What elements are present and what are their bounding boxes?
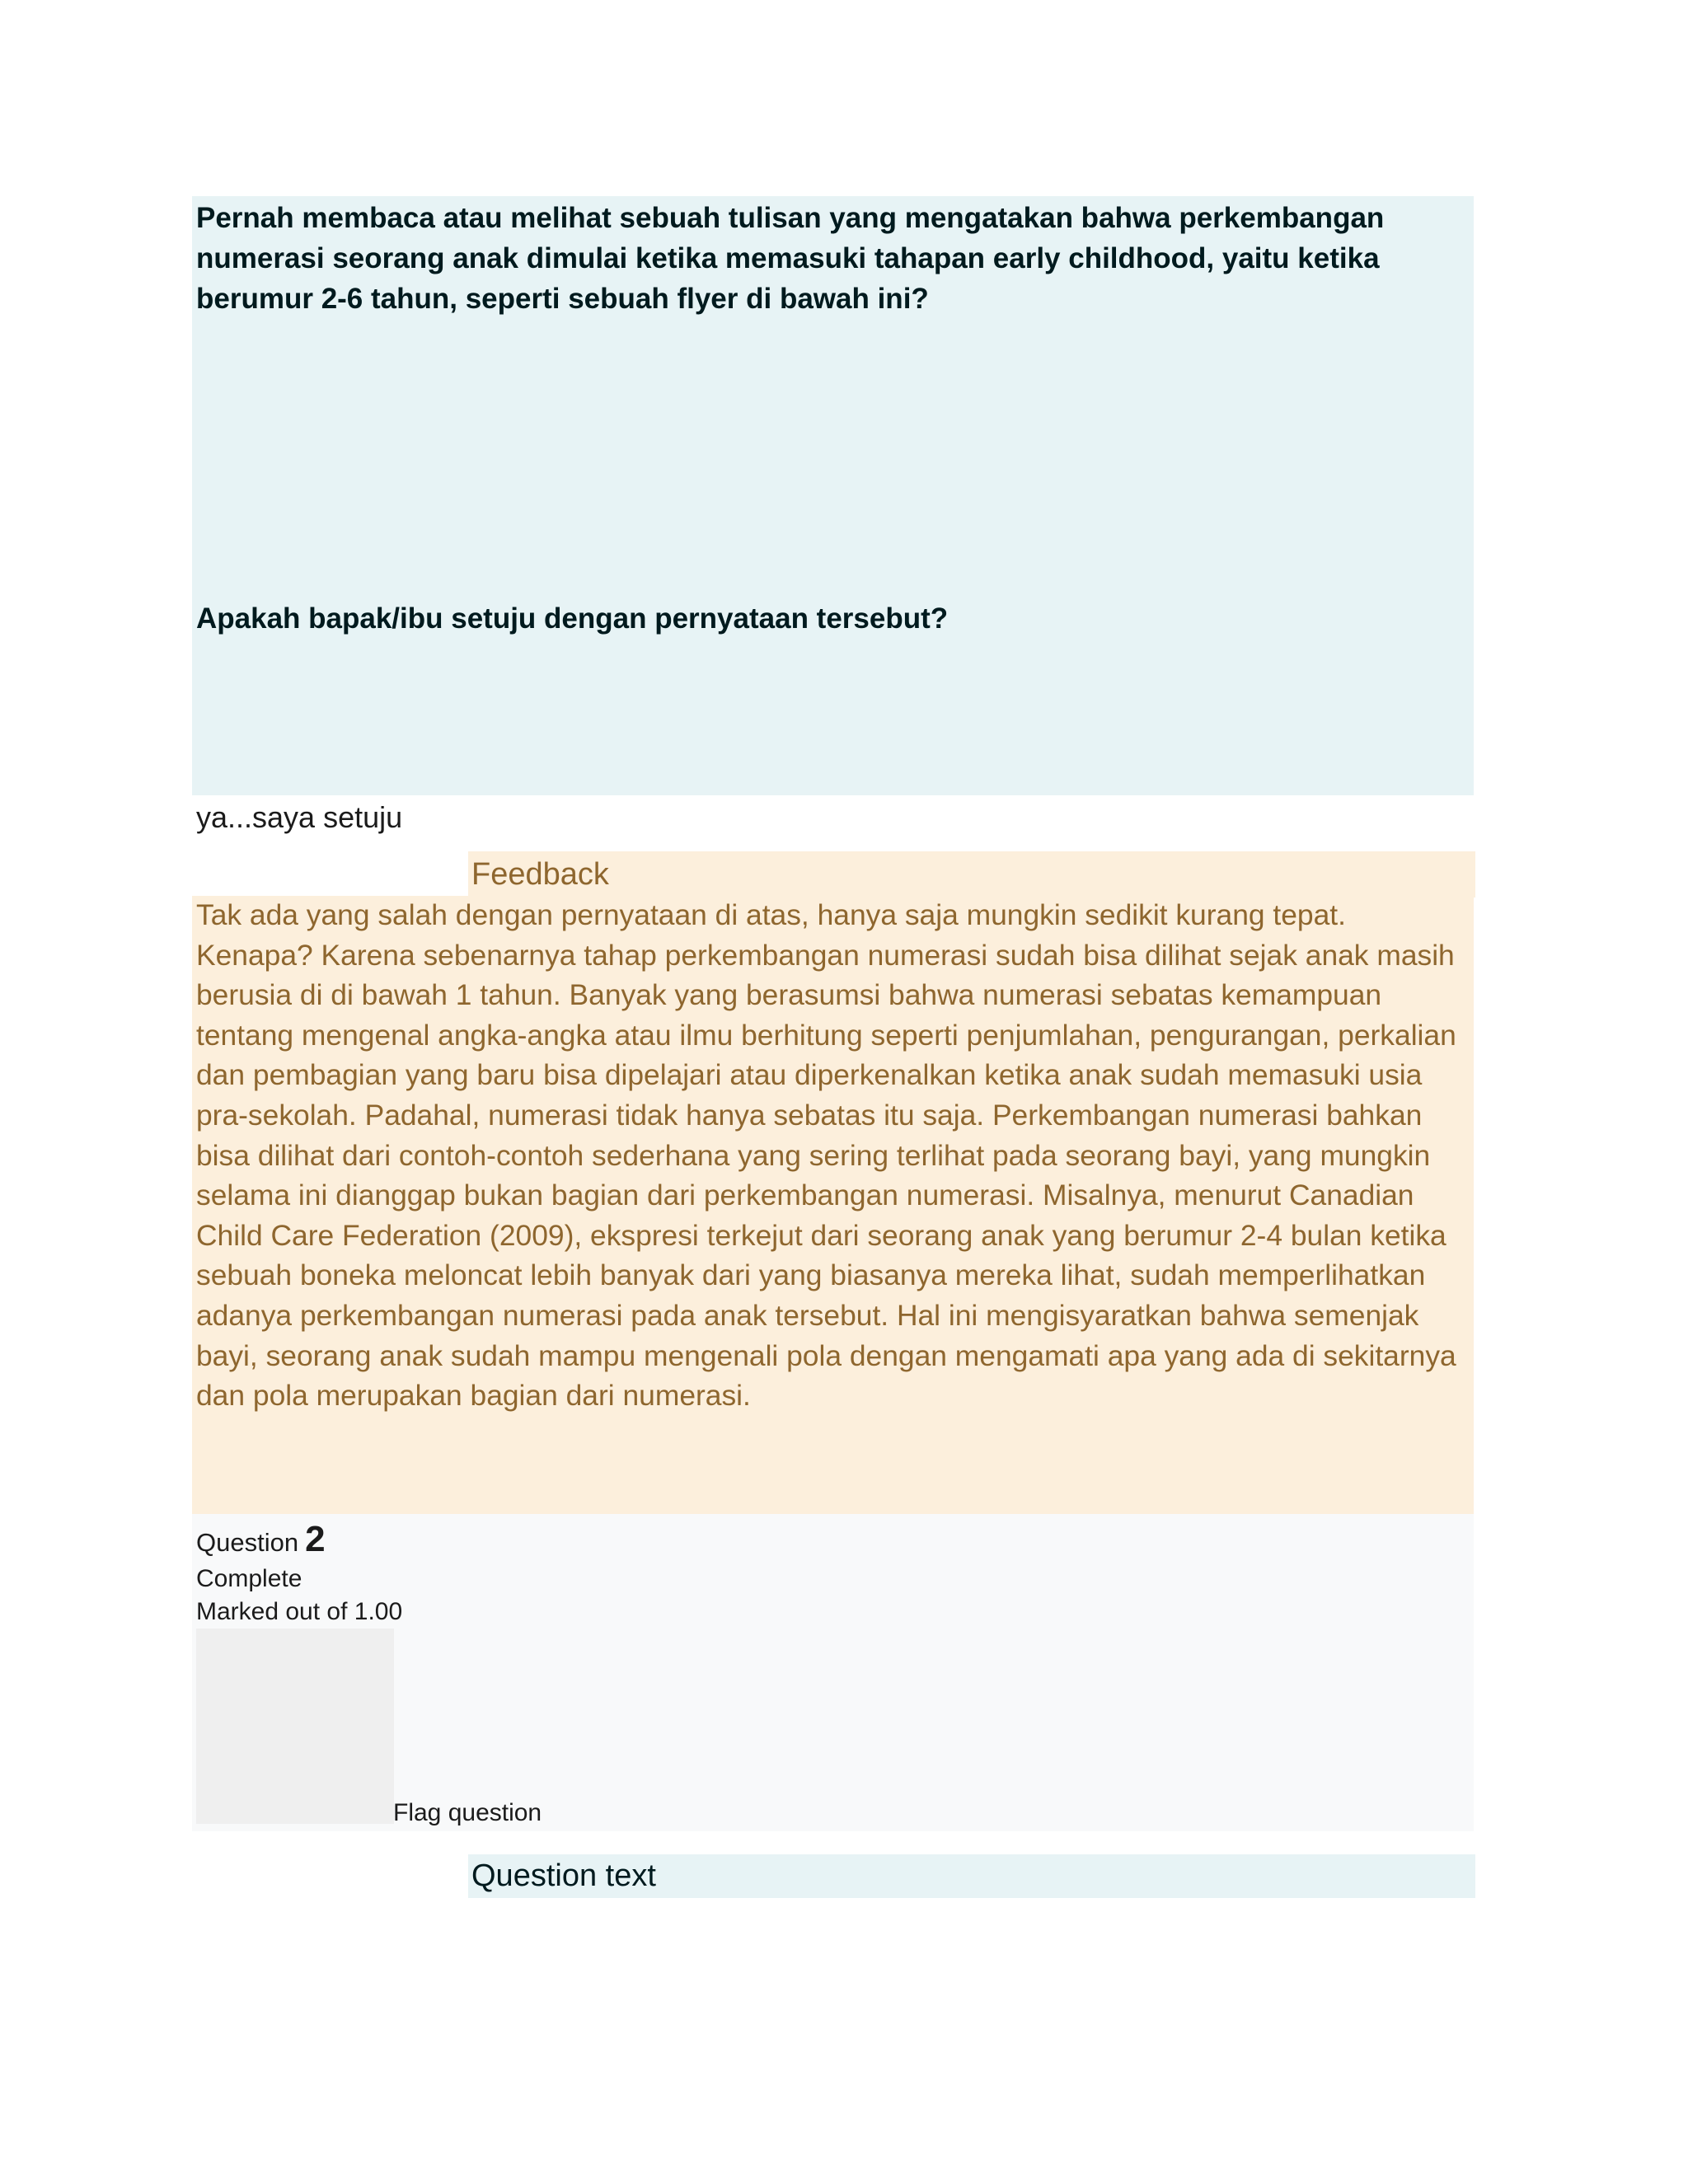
- question-text-heading: Question text: [471, 1858, 656, 1893]
- answer-text: ya...saya setuju: [196, 800, 403, 834]
- question-label: Question: [196, 1528, 299, 1557]
- question-grade: Marked out of 1.00: [196, 1598, 403, 1625]
- question-state: Complete: [196, 1565, 302, 1592]
- question-text-prompt: Apakah bapak/ibu setuju dengan pernyataan tersebut?: [196, 602, 949, 635]
- question-number-value: 2: [305, 1519, 326, 1559]
- flag-icon[interactable]: [196, 1629, 394, 1824]
- question-number: [196, 1516, 326, 1566]
- feedback-text: Tak ada yang salah dengan pernyataan di atas, hanya saja mungkin sedikit kurang tepat. Kenapa? Karena sebenarnya tahap perkembangan numerasi sudah bisa dilihat sejak anak masih berusia di di bawah 1 tahun. Banyak yang berasumsi bahwa numerasi sebatas kemampuan tentang mengenal angka-angka atau ilmu berhitung seperti penjumlahan, pengurangan, perkalian dan pembagian yang baru bisa dipelajari atau diperkenalkan ketika anak sudah memasuki usia pra-sekolah. Padahal, numerasi tidak hanya sebatas itu saja. Perkembangan numerasi bahkan bisa dilihat dari contoh-contoh sederhana yang sering terlihat pada seorang bayi, yang mungkin selama ini dianggap bukan bagian dari perkembangan numerasi. Misalnya, menurut Canadian Child Care Federation (2009), ekspresi terkejut dari seorang anak yang berumur 2-4 bulan ketika sebuah boneka meloncat lebih banyak dari yang biasanya mereka lihat, sudah memperlihatkan adanya perkembangan numerasi pada anak tersebut. Hal ini mengisyaratkan bahwa semenjak bayi, seorang anak sudah mampu mengenali pola dengan mengamati apa yang ada di sekitarnya dan pola merupakan bagian dari numerasi.: [196, 898, 1456, 1413]
- feedback-heading-strip: [468, 851, 1475, 898]
- feedback-heading: Feedback: [471, 857, 609, 892]
- flag-question-link[interactable]: Flag question: [393, 1799, 542, 1826]
- question-text-intro: Pernah membaca atau melihat sebuah tulisan yang mengatakan bahwa perkembangan numerasi seorang anak dimulai ketika memasuki tahapan early childhood, yaitu ketika berumur 2-6 tahun, seperti sebuah flyer di bawah ini?: [196, 202, 1385, 315]
